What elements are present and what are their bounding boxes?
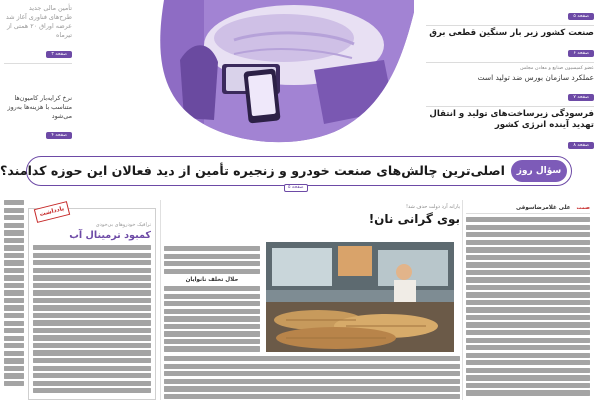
question-of-day-banner[interactable]	[0, 156, 572, 186]
brief-text: تأمین مالی جدید طرح‌های فناوری آغاز شد عرضه اوراق ۲۰ همتی از تیرماه	[5, 4, 72, 39]
headline-item[interactable]	[426, 0, 594, 26]
feature-body	[164, 356, 460, 400]
note-box[interactable]	[28, 205, 156, 400]
feature-kicker: یارانه آرد دولت حذف شد!	[406, 204, 460, 210]
headline-item[interactable]	[426, 26, 594, 63]
brief-text: نرخ کرایه‌بار کامیون‌ها متناسب با هزینه‌ها به‌روز می‌شود	[7, 94, 72, 120]
banner-label: سؤال روز	[511, 160, 567, 182]
divider	[4, 63, 72, 64]
feature-subhead: حلال تخلف نانوایان	[185, 276, 239, 283]
kicker: عضو کمیسیون صنایع و معادن مجلس	[520, 66, 594, 71]
feature-story	[164, 204, 460, 400]
page-tag[interactable]: صفحه ۵	[284, 184, 308, 192]
top-band	[0, 0, 600, 150]
headline[interactable]: فرسودگی زیرساخت‌های تولید و انتقال تهدید آینده انرژی کشور	[429, 109, 594, 130]
headline-item[interactable]	[426, 107, 594, 154]
body-text-column	[4, 200, 24, 400]
paper-logo: صمت	[576, 205, 590, 211]
page-tag[interactable]: صفحه ۷	[568, 94, 594, 101]
feature-title[interactable]: بوی گرانی نان!	[368, 212, 460, 226]
bakery-illustration	[266, 242, 454, 352]
page-tag[interactable]: صفحه ۳	[46, 51, 72, 58]
note-stamp: یادداشت	[34, 201, 70, 223]
left-briefs	[0, 0, 78, 150]
bakery-photo	[266, 242, 454, 352]
byline-column	[466, 204, 590, 400]
note-title[interactable]: کمبود ترمینال آب	[69, 230, 151, 241]
page-tag[interactable]: صفحه ۵	[568, 13, 594, 20]
feature-side-text	[164, 246, 260, 352]
note-body	[33, 245, 151, 393]
banner-question[interactable]: اصلی‌ترین چالش‌های صنعت خودرو و زنجیره تأمین از دید فعالان این حوزه کدامند؟	[0, 163, 505, 178]
page-tag[interactable]: صفحه ۸	[568, 142, 594, 149]
byline	[466, 204, 590, 214]
author-name: علی غلامرضاسوقی	[516, 205, 571, 211]
page-tag[interactable]: صفحه ۶	[568, 50, 594, 57]
note-kicker: ترافیک خودروهای بی‌خودی	[95, 222, 151, 228]
headlines-column	[420, 0, 600, 150]
bread-photo-illustration	[84, 0, 414, 150]
bottom-section	[0, 200, 600, 400]
column-rule	[462, 200, 463, 400]
headline[interactable]: صنعت کشور زیر بار سنگین قطعی برق	[429, 28, 594, 38]
byline-body	[466, 217, 590, 396]
column-rule	[160, 200, 161, 400]
headline[interactable]: عملکرد سازمان بورس ضد تولید است	[477, 73, 594, 82]
headline-item[interactable]	[426, 63, 594, 107]
page-tag[interactable]: صفحه ۴	[46, 132, 72, 139]
lead-photo	[84, 0, 414, 150]
